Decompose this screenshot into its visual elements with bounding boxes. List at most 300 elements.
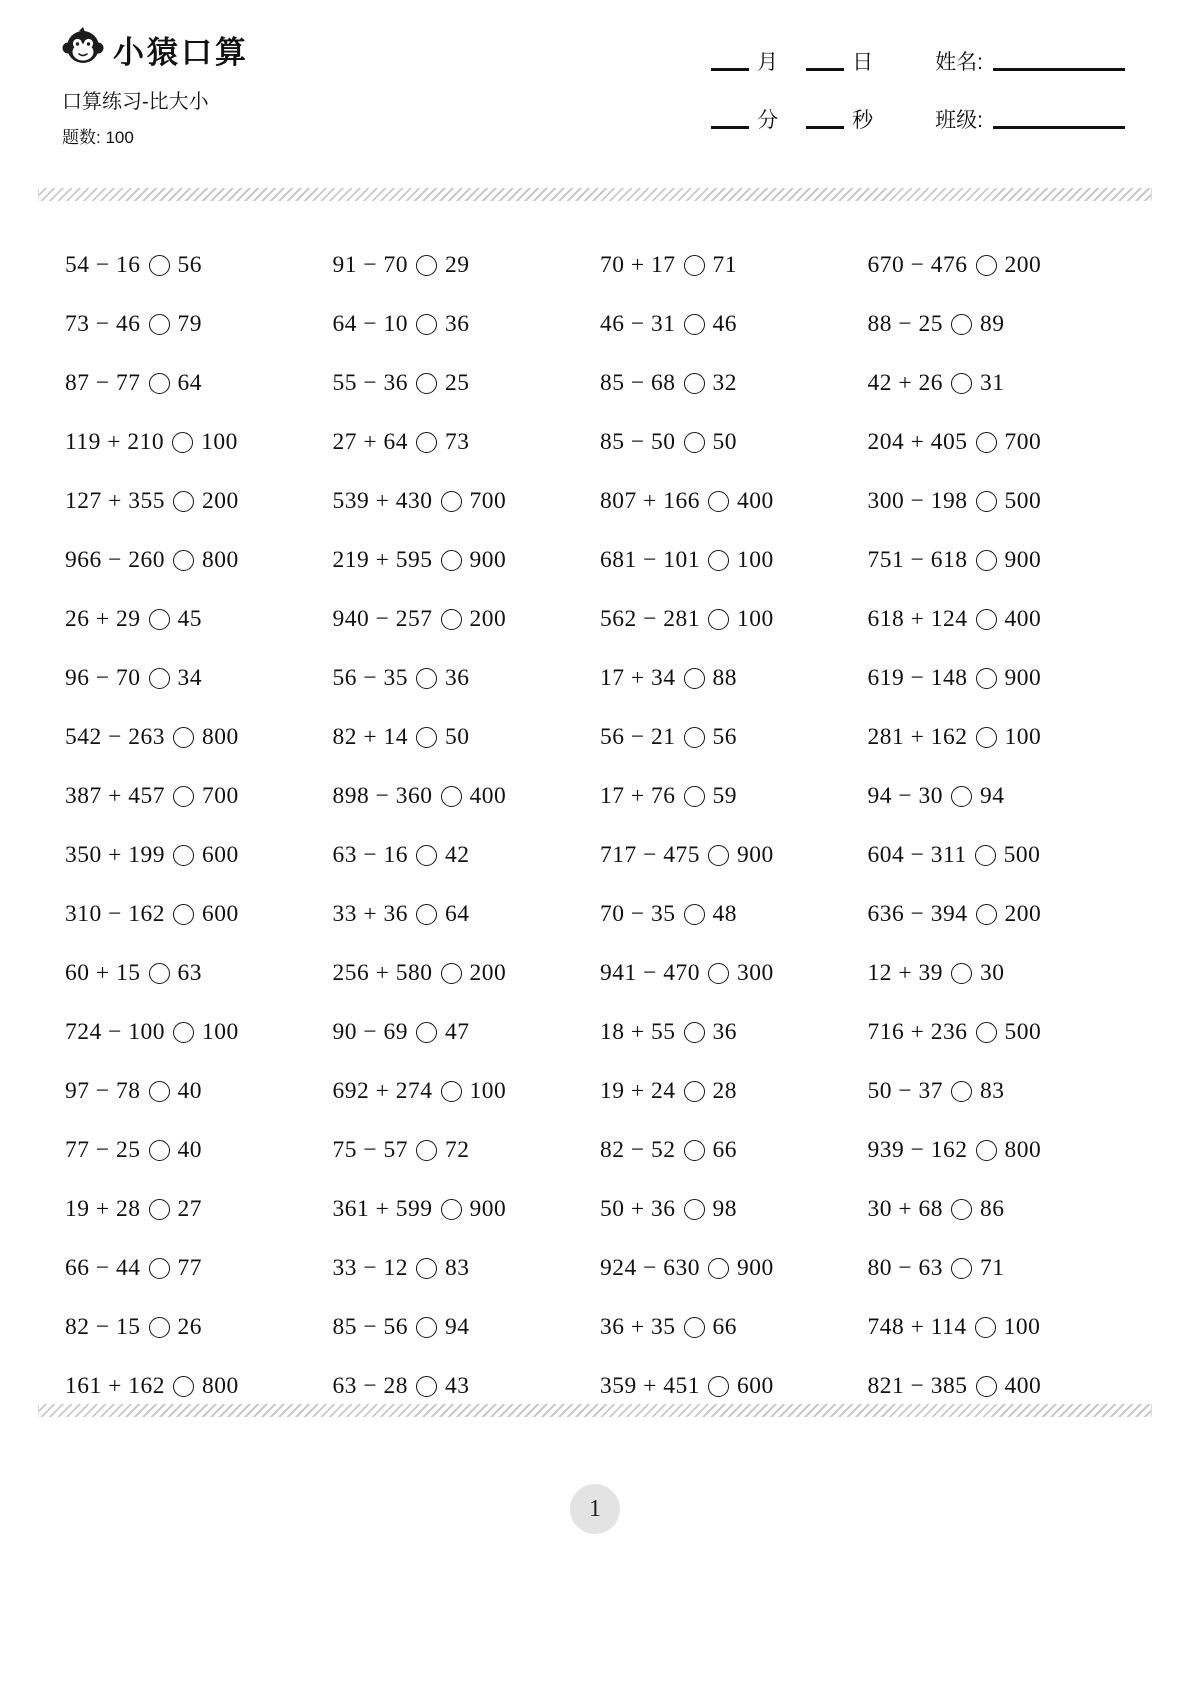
- problem: [333, 842, 601, 869]
- problem: [868, 1255, 1136, 1282]
- expression: 75 − 57: [332, 1137, 409, 1163]
- comparison-circle: [975, 1317, 996, 1338]
- problem: [600, 901, 868, 928]
- expression: 85 − 50: [600, 429, 676, 455]
- comparison-value: 83: [980, 1078, 1005, 1104]
- problem: [868, 960, 1136, 987]
- expression: 50 + 36: [600, 1196, 676, 1222]
- comparison-value: 94: [980, 783, 1005, 809]
- problem: [600, 1196, 868, 1223]
- expression: 70 − 35: [600, 901, 676, 927]
- expression: 939 − 162: [867, 1137, 968, 1163]
- problem: [868, 783, 1136, 810]
- comparison-circle: [441, 963, 462, 984]
- month-blank: [711, 68, 749, 71]
- second-blank: [806, 126, 844, 129]
- problem: [65, 606, 333, 633]
- comparison-circle: [976, 491, 997, 512]
- comparison-value: 98: [712, 1196, 738, 1222]
- comparison-value: 500: [1003, 842, 1041, 868]
- comparison-circle: [441, 1199, 462, 1220]
- comparison-circle: [951, 373, 972, 394]
- expression: 82 + 14: [332, 724, 409, 750]
- expression: 97 − 78: [65, 1078, 141, 1104]
- expression: 941 − 470: [600, 960, 701, 986]
- problem: [333, 960, 601, 987]
- expression: 924 − 630: [600, 1255, 701, 1281]
- expression: 636 − 394: [867, 901, 968, 927]
- comparison-circle: [149, 1258, 170, 1279]
- expression: 310 − 162: [65, 901, 166, 927]
- comparison-circle: [149, 963, 170, 984]
- comparison-value: 56: [177, 252, 203, 278]
- problem: [65, 724, 333, 751]
- expression: 82 − 52: [600, 1137, 676, 1163]
- comparison-value: 46: [712, 311, 738, 337]
- expression: 542 − 263: [65, 724, 166, 750]
- expression: 55 − 36: [332, 370, 409, 396]
- comparison-circle: [684, 373, 705, 394]
- comparison-value: 500: [1004, 488, 1042, 514]
- comparison-circle: [951, 786, 972, 807]
- problem: [868, 252, 1136, 279]
- problem: [65, 901, 333, 928]
- problem: [868, 370, 1136, 397]
- comparison-circle: [684, 1140, 705, 1161]
- problem: [65, 1019, 333, 1046]
- comparison-value: 900: [1004, 665, 1042, 691]
- comparison-circle: [416, 1140, 437, 1161]
- expression: 387 + 457: [65, 783, 166, 809]
- brand-row: [62, 26, 249, 73]
- expression: 359 + 451: [600, 1373, 701, 1399]
- problem: [333, 1373, 601, 1400]
- day-label: 日: [852, 51, 874, 74]
- comparison-circle: [416, 845, 437, 866]
- comparison-value: 42: [445, 842, 470, 868]
- comparison-circle: [976, 1140, 997, 1161]
- expression: 17 + 34: [600, 665, 676, 691]
- comparison-value: 36: [445, 311, 470, 337]
- comparison-value: 700: [1004, 429, 1042, 455]
- comparison-circle: [149, 314, 170, 335]
- comparison-circle: [416, 373, 437, 394]
- expression: 281 + 162: [867, 724, 968, 750]
- comparison-value: 86: [980, 1196, 1005, 1222]
- problem: [333, 1137, 601, 1164]
- comparison-value: 200: [202, 488, 239, 514]
- minute-blank: [711, 126, 749, 129]
- comparison-circle: [951, 314, 972, 335]
- problem: [600, 1314, 868, 1341]
- comparison-circle: [976, 609, 997, 630]
- problem: [65, 1137, 333, 1164]
- problem: [333, 311, 601, 338]
- problem: [333, 783, 601, 810]
- comparison-circle: [149, 373, 170, 394]
- expression: 350 + 199: [65, 842, 166, 868]
- expression: 50 − 37: [867, 1078, 944, 1104]
- comparison-circle: [149, 1317, 170, 1338]
- comparison-value: 500: [1004, 1019, 1042, 1045]
- comparison-value: 36: [712, 1019, 738, 1045]
- problem: [600, 311, 868, 338]
- problem: [333, 370, 601, 397]
- expression: 539 + 430: [332, 488, 433, 514]
- comparison-circle: [416, 668, 437, 689]
- problem: [868, 1078, 1136, 1105]
- expression: 300 − 198: [867, 488, 968, 514]
- problem: [65, 842, 333, 869]
- problem: [600, 547, 868, 574]
- comparison-value: 100: [1003, 1314, 1041, 1340]
- comparison-circle: [441, 491, 462, 512]
- comparison-circle: [975, 845, 996, 866]
- problem: [333, 1314, 601, 1341]
- comparison-value: 73: [445, 429, 470, 455]
- comparison-circle: [173, 786, 194, 807]
- comparison-value: 77: [177, 1255, 203, 1281]
- comparison-value: 43: [445, 1373, 470, 1399]
- comparison-circle: [173, 491, 194, 512]
- expression: 80 − 63: [867, 1255, 944, 1281]
- expression: 54 − 16: [65, 252, 141, 278]
- comparison-value: 94: [445, 1314, 470, 1340]
- comparison-circle: [976, 1022, 997, 1043]
- comparison-value: 48: [712, 901, 738, 927]
- problem: [600, 1019, 868, 1046]
- problem: [600, 783, 868, 810]
- problem: [65, 547, 333, 574]
- comparison-value: 100: [202, 1019, 239, 1045]
- comparison-value: 700: [469, 488, 507, 514]
- comparison-circle: [684, 668, 705, 689]
- month-label: 月: [757, 51, 779, 74]
- expression: 724 − 100: [65, 1019, 166, 1045]
- comparison-circle: [684, 1022, 705, 1043]
- monkey-logo-icon: [62, 26, 104, 73]
- comparison-value: 26: [177, 1314, 203, 1340]
- problem: [868, 488, 1136, 515]
- problem: [600, 1255, 868, 1282]
- divider-bottom: [38, 1404, 1152, 1417]
- expression: 27 + 64: [332, 429, 409, 455]
- comparison-value: 700: [202, 783, 239, 809]
- expression: 66 − 44: [65, 1255, 141, 1281]
- expression: 618 + 124: [867, 606, 968, 632]
- comparison-circle: [149, 668, 170, 689]
- problem: [333, 429, 601, 456]
- class-blank: [993, 126, 1125, 129]
- comparison-value: 83: [445, 1255, 470, 1281]
- problem: [65, 1373, 333, 1400]
- problem: [868, 1314, 1136, 1341]
- comparison-circle: [441, 550, 462, 571]
- page-number: 1: [570, 1484, 620, 1534]
- divider-top: [38, 188, 1152, 201]
- name-blank: [993, 68, 1125, 71]
- problem: [600, 1137, 868, 1164]
- expression: 670 − 476: [867, 252, 968, 278]
- comparison-circle: [976, 550, 997, 571]
- problem: [868, 1373, 1136, 1400]
- expression: 361 + 599: [332, 1196, 433, 1222]
- comparison-circle: [149, 255, 170, 276]
- comparison-circle: [951, 1081, 972, 1102]
- expression: 42 + 26: [867, 370, 944, 396]
- expression: 70 + 17: [600, 252, 676, 278]
- comparison-value: 200: [469, 960, 507, 986]
- header: [0, 0, 1190, 164]
- comparison-value: 300: [737, 960, 774, 986]
- problem: [65, 960, 333, 987]
- expression: 821 − 385: [867, 1373, 968, 1399]
- comparison-circle: [708, 1376, 729, 1397]
- comparison-value: 50: [445, 724, 470, 750]
- problem: [65, 429, 333, 456]
- comparison-value: 30: [980, 960, 1005, 986]
- problem: [333, 1078, 601, 1105]
- comparison-circle: [173, 1376, 194, 1397]
- comparison-circle: [149, 609, 170, 630]
- expression: 33 + 36: [332, 901, 409, 927]
- comparison-value: 200: [1004, 901, 1042, 927]
- comparison-circle: [416, 1376, 437, 1397]
- comparison-circle: [173, 550, 194, 571]
- comparison-circle: [708, 609, 729, 630]
- problem: [600, 488, 868, 515]
- comparison-circle: [976, 727, 997, 748]
- expression: 63 − 16: [332, 842, 409, 868]
- comparison-circle: [416, 432, 437, 453]
- name-label: 姓名:: [935, 51, 983, 74]
- comparison-circle: [416, 1258, 437, 1279]
- comparison-value: 89: [980, 311, 1005, 337]
- comparison-value: 40: [177, 1078, 203, 1104]
- comparison-value: 36: [445, 665, 470, 691]
- comparison-value: 400: [737, 488, 774, 514]
- comparison-value: 72: [445, 1137, 470, 1163]
- brand-title: 小猿口算: [113, 35, 249, 70]
- comparison-circle: [416, 255, 437, 276]
- comparison-circle: [416, 904, 437, 925]
- date-name-row: [705, 48, 1125, 76]
- problem: [600, 370, 868, 397]
- expression: 36 + 35: [600, 1314, 676, 1340]
- expression: 681 − 101: [600, 547, 701, 573]
- problem: [868, 429, 1136, 456]
- problem: [333, 665, 601, 692]
- problem: [868, 842, 1136, 869]
- problem: [868, 1137, 1136, 1164]
- problem: [333, 547, 601, 574]
- problem: [333, 901, 601, 928]
- expression: 751 − 618: [867, 547, 968, 573]
- comparison-circle: [684, 255, 705, 276]
- comparison-value: 40: [177, 1137, 203, 1163]
- expression: 94 − 30: [867, 783, 944, 809]
- expression: 219 + 595: [332, 547, 433, 573]
- comparison-value: 34: [177, 665, 203, 691]
- comparison-value: 100: [737, 606, 774, 632]
- comparison-value: 400: [469, 783, 507, 809]
- comparison-value: 47: [445, 1019, 470, 1045]
- problem: [600, 665, 868, 692]
- problem: [868, 606, 1136, 633]
- comparison-value: 200: [1004, 252, 1042, 278]
- comparison-value: 64: [445, 901, 470, 927]
- problem: [65, 252, 333, 279]
- expression: 127 + 355: [65, 488, 166, 514]
- comparison-circle: [684, 1081, 705, 1102]
- comparison-value: 900: [737, 842, 774, 868]
- second-label: 秒: [852, 109, 874, 132]
- expression: 82 − 15: [65, 1314, 141, 1340]
- expression: 717 − 475: [600, 842, 701, 868]
- worksheet-subtitle: 口算练习-比大小: [62, 91, 209, 113]
- comparison-circle: [416, 727, 437, 748]
- comparison-value: 71: [980, 1255, 1005, 1281]
- day-blank: [806, 68, 844, 71]
- comparison-value: 79: [177, 311, 203, 337]
- comparison-circle: [684, 432, 705, 453]
- comparison-value: 66: [712, 1314, 738, 1340]
- expression: 30 + 68: [867, 1196, 944, 1222]
- expression: 91 − 70: [332, 252, 409, 278]
- comparison-circle: [684, 1199, 705, 1220]
- comparison-circle: [708, 1258, 729, 1279]
- comparison-value: 800: [202, 724, 239, 750]
- comparison-circle: [441, 786, 462, 807]
- comparison-value: 27: [177, 1196, 203, 1222]
- expression: 64 − 10: [332, 311, 409, 337]
- problem: [333, 1019, 601, 1046]
- comparison-value: 100: [201, 429, 238, 455]
- comparison-circle: [173, 1022, 194, 1043]
- expression: 77 − 25: [65, 1137, 141, 1163]
- problem: [868, 311, 1136, 338]
- comparison-value: 800: [202, 547, 239, 573]
- comparison-circle: [708, 491, 729, 512]
- problem: [65, 311, 333, 338]
- expression: 87 − 77: [65, 370, 141, 396]
- comparison-value: 45: [177, 606, 203, 632]
- problem: [65, 488, 333, 515]
- problem: [65, 370, 333, 397]
- problem: [333, 606, 601, 633]
- expression: 19 + 24: [600, 1078, 676, 1104]
- expression: 807 + 166: [600, 488, 701, 514]
- problem: [65, 1255, 333, 1282]
- comparison-value: 63: [177, 960, 203, 986]
- expression: 56 − 21: [600, 724, 676, 750]
- header-right: [705, 26, 1125, 164]
- comparison-value: 64: [177, 370, 203, 396]
- problem: [868, 724, 1136, 751]
- time-class-row: [705, 106, 1125, 134]
- comparison-circle: [684, 727, 705, 748]
- expression: 604 − 311: [867, 842, 967, 868]
- comparison-value: 59: [712, 783, 738, 809]
- expression: 73 − 46: [65, 311, 141, 337]
- expression: 46 − 31: [600, 311, 676, 337]
- comparison-circle: [708, 550, 729, 571]
- comparison-value: 100: [1004, 724, 1042, 750]
- comparison-value: 25: [445, 370, 470, 396]
- comparison-circle: [416, 1022, 437, 1043]
- comparison-circle: [149, 1199, 170, 1220]
- problem: [600, 1078, 868, 1105]
- comparison-circle: [173, 727, 194, 748]
- expression: 692 + 274: [332, 1078, 433, 1104]
- expression: 19 + 28: [65, 1196, 141, 1222]
- header-left: [62, 26, 249, 148]
- expression: 619 − 148: [867, 665, 968, 691]
- expression: 748 + 114: [867, 1314, 967, 1340]
- expression: 119 + 210: [65, 429, 165, 455]
- problem: [600, 724, 868, 751]
- problem: [333, 252, 601, 279]
- problem: [65, 665, 333, 692]
- problem: [600, 842, 868, 869]
- comparison-value: 28: [712, 1078, 738, 1104]
- comparison-circle: [173, 904, 194, 925]
- comparison-circle: [416, 1317, 437, 1338]
- comparison-circle: [172, 432, 193, 453]
- comparison-value: 400: [1004, 1373, 1042, 1399]
- comparison-circle: [976, 1376, 997, 1397]
- comparison-value: 31: [980, 370, 1005, 396]
- comparison-circle: [149, 1081, 170, 1102]
- expression: 26 + 29: [65, 606, 141, 632]
- expression: 56 − 35: [332, 665, 409, 691]
- problems-grid: [0, 252, 1190, 1400]
- comparison-circle: [976, 904, 997, 925]
- problem: [868, 665, 1136, 692]
- comparison-value: 71: [712, 252, 738, 278]
- comparison-value: 88: [712, 665, 738, 691]
- expression: 161 + 162: [65, 1373, 166, 1399]
- minute-label: 分: [757, 109, 779, 132]
- comparison-value: 200: [469, 606, 507, 632]
- comparison-value: 900: [737, 1255, 774, 1281]
- expression: 18 + 55: [600, 1019, 676, 1045]
- comparison-value: 800: [202, 1373, 239, 1399]
- comparison-circle: [708, 845, 729, 866]
- comparison-circle: [684, 786, 705, 807]
- expression: 966 − 260: [65, 547, 166, 573]
- problem: [65, 783, 333, 810]
- comparison-circle: [708, 963, 729, 984]
- problem: [600, 606, 868, 633]
- problem: [65, 1078, 333, 1105]
- comparison-circle: [976, 255, 997, 276]
- comparison-circle: [951, 1258, 972, 1279]
- expression: 204 + 405: [867, 429, 968, 455]
- problem: [600, 252, 868, 279]
- comparison-value: 600: [737, 1373, 774, 1399]
- expression: 12 + 39: [867, 960, 944, 986]
- comparison-value: 56: [712, 724, 738, 750]
- comparison-value: 100: [737, 547, 774, 573]
- comparison-value: 900: [1004, 547, 1042, 573]
- expression: 88 − 25: [867, 311, 944, 337]
- comparison-circle: [951, 963, 972, 984]
- expression: 33 − 12: [332, 1255, 409, 1281]
- comparison-circle: [976, 668, 997, 689]
- comparison-value: 600: [202, 901, 239, 927]
- problem: [600, 960, 868, 987]
